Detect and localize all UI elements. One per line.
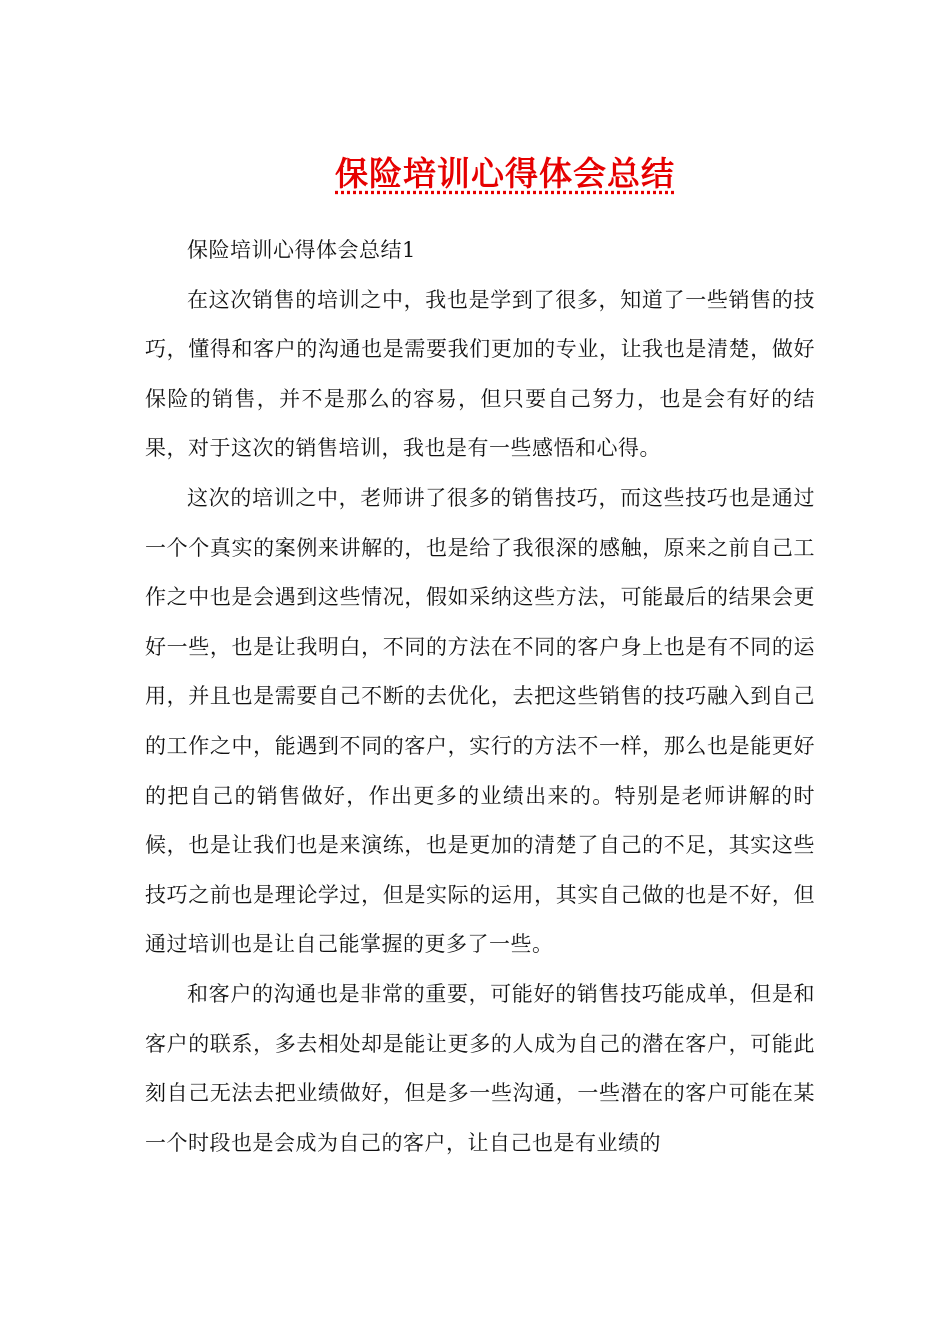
paragraph: 在这次销售的培训之中，我也是学到了很多，知道了一些销售的技巧，懂得和客户的沟通也是需要我们更加的专业，让我也是清楚，做好保险的销售，并不是那么的容易，但只要自己努力，也是会有好的结果，对于这次的销售培训，我也是有一些感悟和心得。 [145,287,815,461]
section-heading: 保险培训心得体会总结1 [187,238,416,262]
document-title [0,150,950,198]
document-title-text: 保险培训心得体会总结 [335,154,675,194]
document-body [145,226,815,1168]
paragraph: 这次的培训之中，老师讲了很多的销售技巧，而这些技巧也是通过一个个真实的案例来讲解的，也是给了我很深的感触，原来之前自己工作之中也是会遇到这些情况，假如采纳这些方法，可能最后的结果会更好一些，也是让我明白，不同的方法在不同的客户身上也是有不同的运用，并且也是需要自己不断的去优化，去把这些销售的技巧融入到自己的工作之中，能遇到不同的客户，实行的方法不一样，那么也是能更好的把自己的销售做好，作出更多的业绩出来的。特别是老师讲解的时候，也是让我们也是来演练，也是更加的清楚了自己的不足，其实这些技巧之前也是理论学过，但是实际的运用，其实自己做的也是不好，但通过培训也是让自己能掌握的更多了一些。 [145,485,815,957]
paragraph: 和客户的沟通也是非常的重要，可能好的销售技巧能成单，但是和客户的联系，多去相处却是能让更多的人成为自己的潜在客户，可能此刻自己无法去把业绩做好，但是多一些沟通，一些潜在的客户可能在某一个时段也是会成为自己的客户，让自己也是有业绩的 [145,981,815,1155]
